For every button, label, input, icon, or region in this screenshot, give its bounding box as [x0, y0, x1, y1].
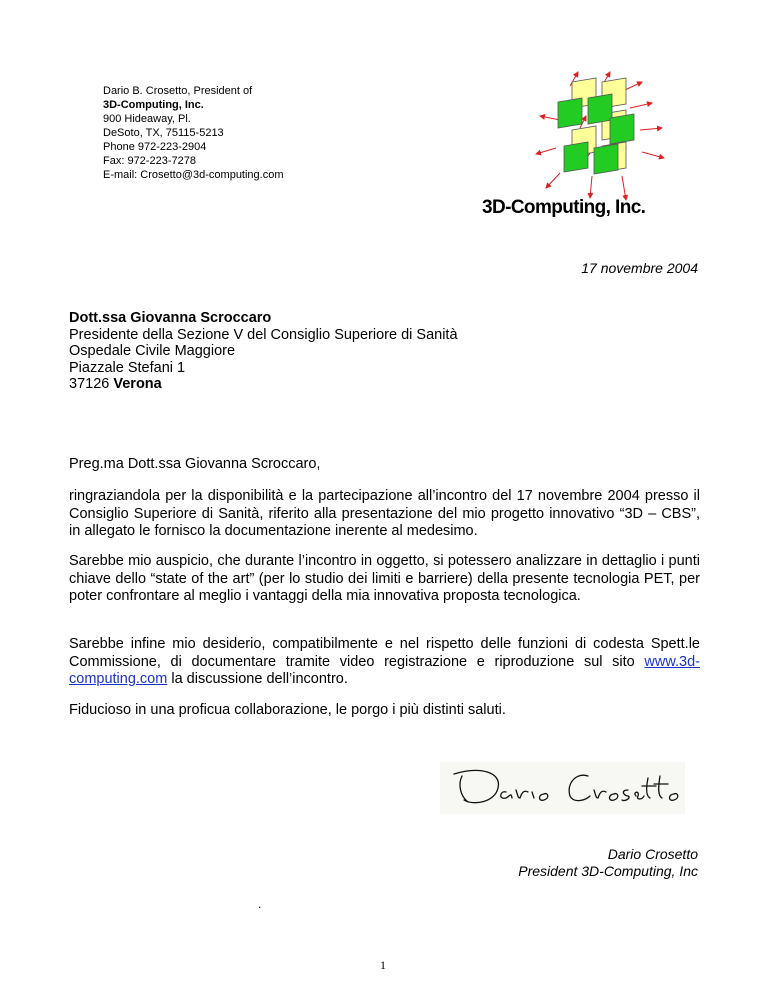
paragraph-3-text-after: la discussione dell’incontro. — [167, 671, 348, 687]
recipient-city-line — [69, 376, 458, 393]
paragraph-4: Fiducioso in una proficua collaborazione, le porgo i più distinti saluti. — [69, 702, 506, 718]
recipient-postcode: 37126 — [69, 376, 110, 392]
recipient-block — [69, 310, 458, 393]
sender-company: 3D-Computing, Inc. — [103, 99, 204, 111]
paragraph-3 — [69, 636, 700, 689]
recipient-institution: Ospedale Civile Maggiore — [69, 343, 236, 359]
sender-phone: Phone 972-223-2904 — [103, 141, 207, 153]
paragraph-2: Sarebbe mio auspicio, che durante l’incontro in oggetto, si potessero analizzare in dettaglio i punti chiave dello “state of the art” (per lo studio dei limiti e barriere) della presente tecnologia PET, per poter confrontare al meglio i vantaggi della mia innovativa proposta tecnologica. — [69, 553, 700, 604]
recipient-city: Verona — [113, 376, 162, 392]
handwritten-signature — [440, 762, 685, 814]
company-logo-text: 3D-Computing, Inc. — [482, 197, 646, 218]
recipient-name: Dott.ssa Giovanna Scroccaro — [69, 310, 272, 326]
recipient-street: Piazzale Stefani 1 — [69, 359, 186, 376]
sender-fax: Fax: 972-223-7278 — [103, 155, 196, 167]
signer-block — [518, 846, 698, 880]
company-logo-icon — [530, 68, 670, 203]
sender-block — [103, 84, 284, 182]
paragraph-3-text-before: Sarebbe infine mio desiderio, compatibilmente e nel rispetto delle funzioni di codesta Spett.le Commissione, di documentare tramite video registrazione e riproduzione sul sito — [69, 636, 700, 670]
recipient-title: Presidente della Sezione V del Consiglio Superiore di Sanità — [69, 326, 458, 343]
signer-name: Dario Crosetto — [607, 846, 698, 862]
paragraph-1: ringraziandola per la disponibilità e la partecipazione all’incontro del 17 novembre 2004 presso il Consiglio Superiore di Sanità, riferito alla presentazione del mio progetto innovativo “3D – CBS”, in allegato le fornisco la documentazione inerente al medesimo. — [69, 488, 700, 539]
letter-date: 17 novembre 2004 — [581, 260, 698, 276]
signer-title: President 3D-Computing, Inc — [518, 863, 698, 879]
salutation: Preg.ma Dott.ssa Giovanna Scroccaro, — [69, 456, 321, 472]
stray-mark: . — [258, 897, 262, 911]
sender-address-2: DeSoto, TX, 75115-5213 — [103, 127, 224, 139]
page-number: 1 — [380, 958, 386, 972]
sender-address-1: 900 Hideaway, Pl. — [103, 113, 191, 125]
sender-line: Dario B. Crosetto, President of — [103, 85, 253, 97]
website-link[interactable]: www.3d-computing.com — [69, 653, 700, 687]
sender-email: E-mail: Crosetto@3d-computing.com — [103, 169, 284, 181]
